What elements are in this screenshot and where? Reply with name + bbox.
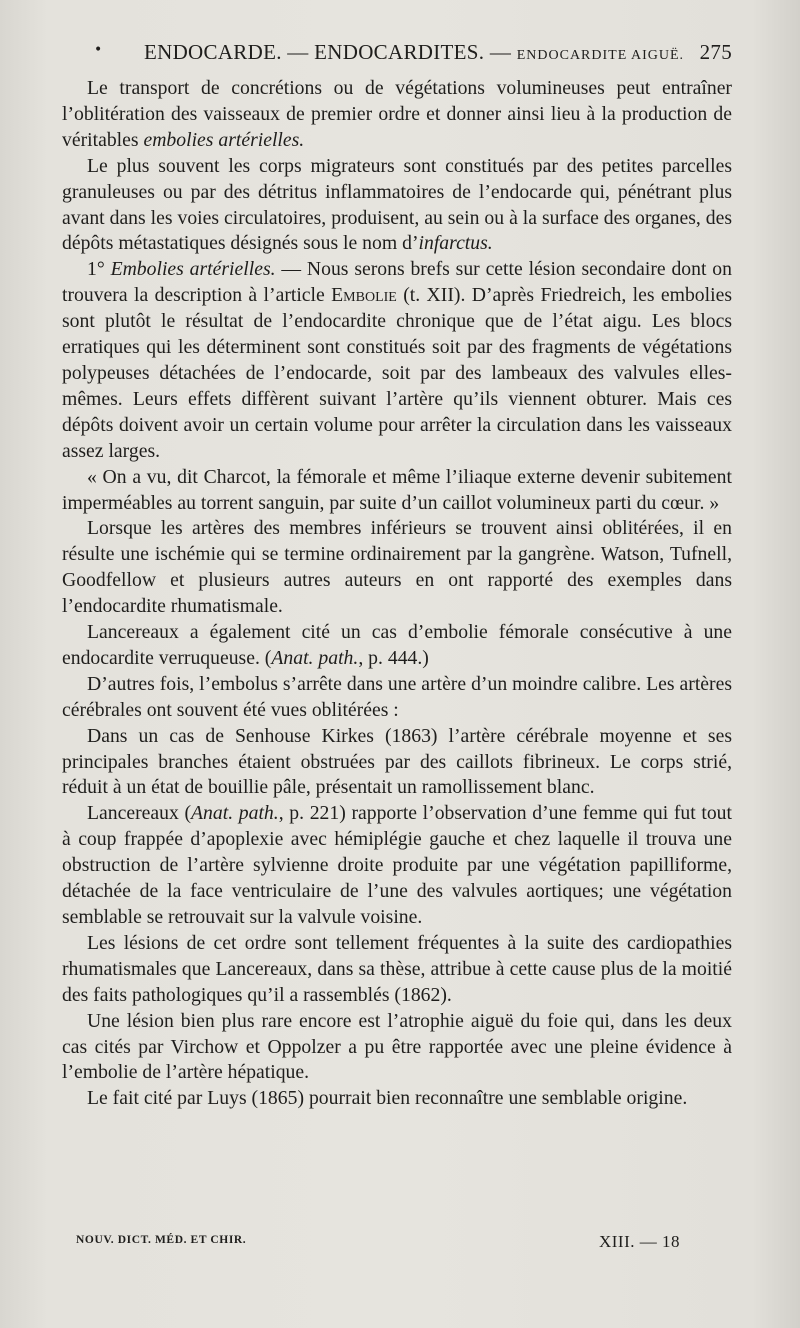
ink-speck: • [94,42,103,58]
text-run: Le transport de concrétions ou de végétations volumineuses peut entraîner l’oblitération des vaisseaux de premier ordre et donner ainsi lieu à la production de véritables [62,77,732,151]
text-run: D’autres fois, l’embolus s’arrête dans une artère d’un moindre calibre. Les artères cérébrales ont souvent été vues oblitérées : [62,672,732,721]
italic-text: Embolies artérielles. [110,258,276,281]
footer [76,1232,680,1251]
running-header [92,40,732,72]
footer-publication: NOUV. DICT. MÉD. ET CHIR. [76,1234,247,1246]
text-run: Lorsque les artères des membres inférieurs se trouvent ainsi oblitérées, il en résulte une ischémie qui se termine ordinairement par la gangrène. Watson, Tufnell, Goodfellow et plusieurs autres auteurs en ont rapporté des exemples dans l’endocardite rhumatismale. [62,517,732,618]
footer-signature: XIII. — 18 [598,1232,680,1251]
text-run: Lancereaux a également cité un cas d’embolie fémorale consécutive à une endocardite verruqueuse. ( [62,621,732,669]
body-text [62,76,732,1112]
text-run: Les lésions de cet ordre sont tellement fréquentes à la suite des cardiopathies rhumatismales que Lancereaux, dans sa thèse, attribue à cette cause plus de la moitié des faits pathologiques qu’il a rassemblés (1862). [62,931,732,1006]
text-run: Le plus souvent les corps migrateurs sont constitués par des petites parcelles granuleuses ou par des détritus inflammatoires de l’endocarde qui, pénétrant plus avant dans les voies circulatoires, produisent, au sein ou à la surface des organes, des dépôts métastatiques désignés sous le nom d’ [62,154,732,255]
paragraph [62,1009,732,1087]
text-run: « On a vu, dit Charcot, la fémorale et même l’iliaque externe devenir subitement imperméables au torrent sanguin, par suite d’un caillot volumineux parti du cœur. » [62,465,732,514]
header-title [144,40,684,65]
paragraph [62,931,732,1009]
text-run: , p. 444.) [358,646,429,669]
paragraph [62,465,732,517]
paragraph [62,516,732,620]
italic-text: Anat. path. [271,646,359,669]
text-run: Le fait cité par Luys (1865) pourrait bien reconnaître une semblable origine. [87,1087,688,1110]
paragraph [62,620,732,672]
small-caps-text: Embolie [331,284,397,307]
paragraph [62,1086,732,1112]
text-run: , p. 221) rapporte l’observation d’une femme qui fut tout à coup frappée d’apoplexie avec hémiplégie gauche et chez laquelle il trouva une obstruction de l’artère sylvienne droite produite par une végétation papilliforme, détachée de la face ventriculaire de l’une des valvules aortiques; une végétation semblable se retrouvait sur la valvule voisine. [62,802,732,928]
italic-text: embolies artérielles. [143,128,305,151]
text-run: Dans un cas de Senhouse Kirkes (1863) l’artère cérébrale moyenne et ses principales branches étaient obstruées par des caillots fibrineux. Le corps strié, réduit à un état de bouillie pâle, présentait un ramollissement blanc. [62,724,732,799]
paragraph [62,257,732,464]
text-run: (t. XII). D’après Friedreich, les embolies sont plutôt le résultat de l’endocardite chronique que de l’état aigu. Les blocs erratiques qui les déterminent sont constitués soit par des fragments de végétations polypeuses détachées de l’endocarde, soit par des lambeaux des valvules elles-mêmes. Leurs effets diffèrent suivant l’artère qu’ils viennent obturer. Mais ces dépôts doivent avoir un certain volume pour arrêter la circulation dans les vaisseaux assez larges. [62,284,732,462]
paragraph [62,76,732,154]
text-run: Lancereaux ( [87,802,192,825]
text-run: Une lésion bien plus rare encore est l’atrophie aiguë du foie qui, dans les deux cas cités par Virchow et Oppolzer a pu être rapportée avec une pleine évidence à l’embolie de l’artère hépatique. [62,1009,732,1084]
page-number: 275 [699,40,732,64]
paragraph [62,154,732,258]
italic-text: infarctus. [418,232,493,255]
header-section-text: ENDOCARDITE AIGUË. [516,48,685,63]
paragraph [62,672,732,724]
paragraph [62,801,732,931]
italic-text: Anat. path. [191,802,279,825]
header-left-text: ENDOCARDE. — ENDOCARDITES. — [144,40,512,64]
text-run: — Nous serons brefs sur cette lésion secondaire dont on trouvera la description à l’article [62,258,732,307]
paragraph [62,724,732,802]
text-run: 1° [87,258,111,281]
